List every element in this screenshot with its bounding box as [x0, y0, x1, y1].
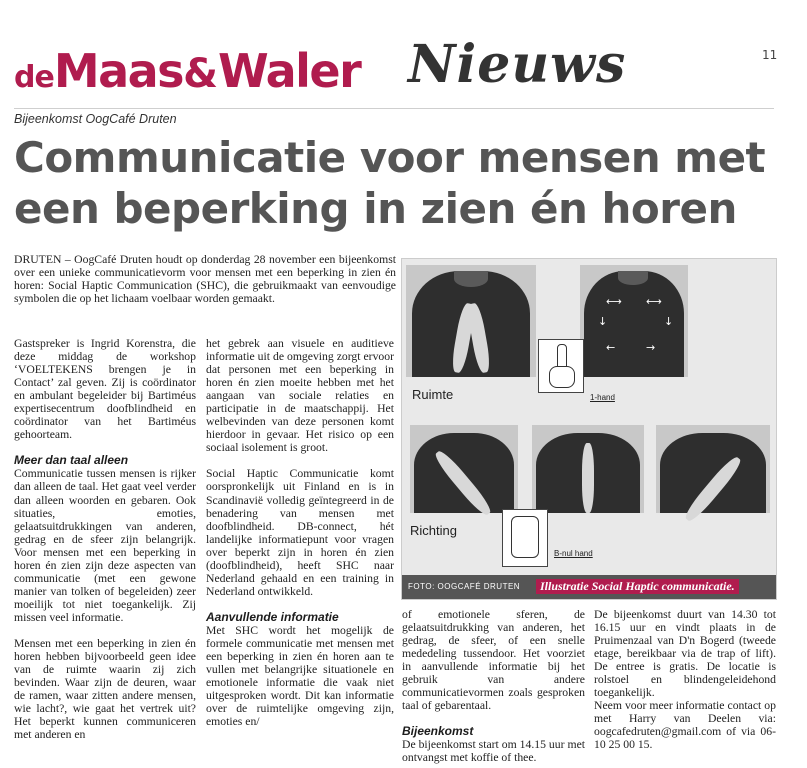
figure-label-richting: Richting — [410, 523, 457, 538]
masthead-waler: Waler — [217, 44, 361, 98]
photo-hands-on-back — [406, 265, 536, 377]
article-intro — [14, 253, 396, 305]
figure-label-1hand: 1-hand — [590, 393, 615, 402]
paragraph: Met SHC wordt het mogelijk de formele communicatie met mensen met een beperking in zien én horen aan te vullen met belangrijke situationele en emotionele informatie die vaak niet uitgesproken wordt. Dit kan informatie over de ruimtelijke omgeving zijn, emoties en/ — [206, 623, 394, 729]
figure-caption: Illustratie Social Haptic communicatie. — [536, 579, 739, 594]
photo-richting-3 — [656, 425, 770, 513]
masthead-logo — [14, 44, 360, 96]
article-kicker: Bijeenkomst OogCafé Druten — [14, 112, 177, 126]
paragraph: De bijeenkomst duurt van 14.30 tot 16.15 uur en vindt plaats in de Pruimenzaal van D'n Bogerd (tweede etage, bereikbaar via de trap of lift). De entree is gratis. De locatie is rolstoel en blindengeleidehond toegankelijk. — [594, 608, 776, 700]
page-number: 11 — [762, 48, 778, 62]
b-nul-hand-icon — [502, 509, 548, 567]
photo-richting-2 — [532, 425, 644, 513]
paragraph: Communicatie tussen mensen is rijker dan alleen de taal. Het gaat veel verder dan alleen woorden en gebaren. Ook situaties, emoties, gelaatsuitdrukkingen van anderen, gedrag en de sfeer zijn belangrijk. Voor mensen met een beperking in horen én zien zijn deze aspecten van communicatie (met een gewone manier van tolken of begeleiden) zeer moeilijk tot niet toegankelijk. Zij missen veel informatie. — [14, 467, 196, 624]
paragraph: Mensen met een beperking in zien én horen hebben bijvoorbeeld geen idee van de ruimte waarin zij zich bevinden. Waar zijn de deuren, waar de ramen, waar zitten andere mensen, wie lacht?, wie gaat het vertrek uit? Het beperkt kunnen communiceren met anderen en — [14, 636, 196, 742]
paragraph: of emotionele sferen, de gelaatsuitdrukking van anderen, het gedrag, de sfeer, of een snelle mededeling tussendoor. Het voorziet in aanvullende informatie bij het gebruik van andere communicatievormen zoals gesproken taal of gebarentaal. — [402, 608, 585, 713]
paragraph: Neem voor meer informatie contact op met Harry van Deelen via: oogcafedruten@gmail.com of via 06-10 25 00 15. — [594, 699, 776, 752]
paragraph: Social Haptic Communicatie komt oorspronkelijk uit Finland en is in Scandinavië volledig geïntegreerd in de benadering van mensen met doofblindheid. DB-connect, hét landelijke informatiepunt voor vragen over beperkt zijn in horen én zien (doofblindheid), heeft SHC naar Nederland gehaald en een training in Nederland ontwikkeld. — [206, 467, 394, 598]
one-hand-icon — [538, 339, 584, 393]
subheading-bijeenkomst: Bijeenkomst — [402, 724, 474, 739]
paragraph: De bijeenkomst start om 14.15 uur met ontvangst met koffie of thee. — [402, 738, 585, 765]
illustration-figure — [401, 258, 777, 600]
text-column-1 — [14, 337, 196, 741]
figure-label-ruimte: Ruimte — [412, 387, 454, 402]
section-title-nieuws: Nieuws — [408, 34, 627, 95]
photo-back-with-arrows: ⟷ ⟷ ↓ ↓ ← → — [580, 265, 688, 377]
photo-credit: FOTO: OOGCAFÉ DRUTEN — [408, 582, 521, 591]
masthead-maas: Maas — [53, 44, 184, 98]
text-column-2 — [206, 337, 394, 728]
text-column-3 — [402, 608, 585, 765]
photo-richting-1 — [410, 425, 518, 513]
masthead-ampersand: & — [183, 51, 218, 97]
figure-label-b-nul-hand: B-nul hand — [554, 549, 593, 558]
subheading-aanvullende-informatie: Aanvullende informatie — [206, 609, 339, 624]
paragraph: Gastspreker is Ingrid Korenstra, die deze middag de workshop ‘VOELTEKENS brengen je in Contact’ zal geven. Zij is coördinator en ambulant begeleider bij Bartiméus expertisecentrum doofblindheid en coördinator van het Bartiméus gehoorteam. — [14, 337, 196, 442]
masthead-de: de — [14, 60, 54, 95]
masthead-divider — [14, 108, 774, 109]
article-headline: Communicatie voor mensen met een beperking in zien én horen — [14, 133, 766, 233]
intro-paragraph: DRUTEN – OogCafé Druten houdt op donderdag 28 november een bijeenkomst over een unieke communicatievorm voor mensen met een beperking in zien én horen: Social Haptic Communication (SHC), die gebruikmaakt van eenvoudige symbolen die op het lichaam voelbaar worden gemaakt. — [14, 253, 396, 306]
paragraph: het gebrek aan visuele en auditieve informatie uit de omgeving zorgt ervoor dat personen met een beperking in horen én zien moeite hebben met het aangaan van sociale relaties en participatie in de maatschappij. Het welbevinden van deze personen komt hierdoor in gevaar. Het risico op een sociaal isolement is groot. — [206, 337, 394, 455]
text-column-4 — [594, 608, 776, 752]
subheading-meer-dan-taal: Meer dan taal alleen — [14, 453, 129, 468]
